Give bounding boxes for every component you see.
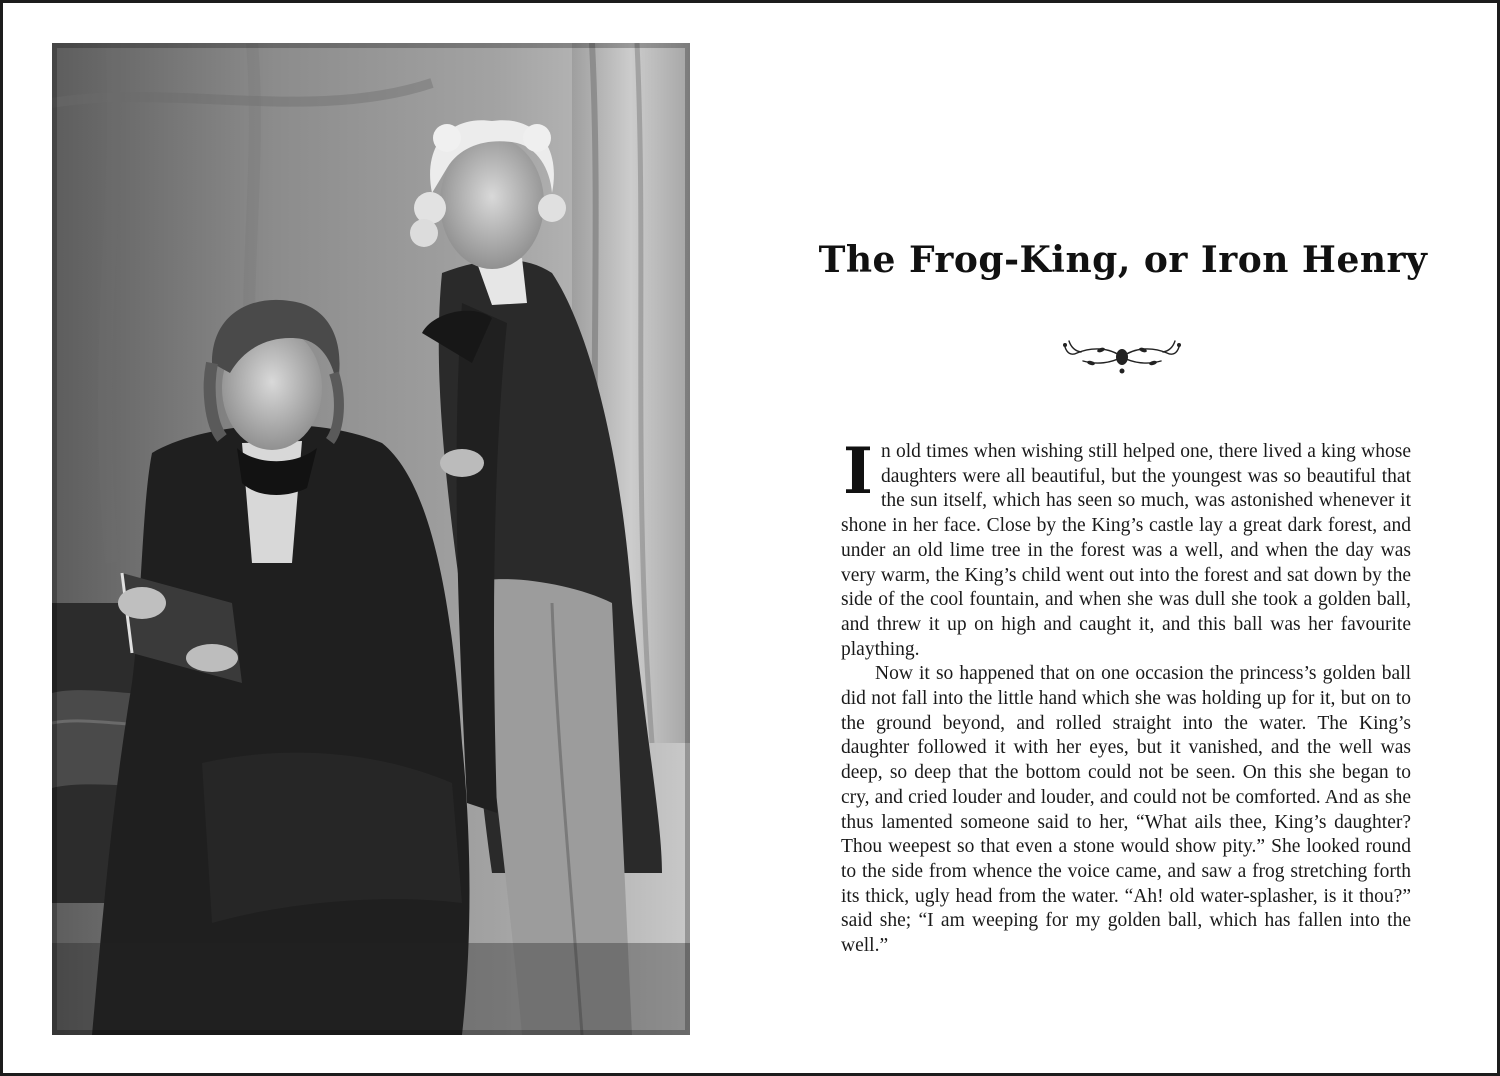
paragraph-1-text: n old times when wishing still helped one, there lived a king whose daughters were all beautiful, but the youngest was so beautiful that the sun itself, which has seen so much, was astonished whenever it shone in her face. Close by the King’s castle lay a great dark forest, and under an old lime tree in the forest was a well, and when the day was very warm, the King’s child went out into the forest and sat down by the side of the cool fountain, and when she was dull she took a golden ball, and threw it up on high and caught it, and this ball was her favourite plaything. bbox=[841, 441, 1411, 660]
story-title: The Frog-King, or Iron Henry bbox=[818, 239, 1428, 281]
portrait-photograph bbox=[52, 43, 690, 1035]
floral-flourish-icon bbox=[1061, 333, 1183, 377]
drop-cap: I bbox=[843, 434, 873, 509]
paragraph-2: Now it so happened that on one occasion the princess’s golden ball did not fall into the little hand which she was holding up for it, but on to the ground beyond, and rolled straight into the water. The King’s daughter followed it with her eyes, but it vanished, and the well was deep, so deep that the bottom could not be seen. On this she began to cry, and cried louder and louder, and could not be comforted. And as she thus lamented someone said to her, “What ails thee, King’s daughter? Thou weepest so that even a stone would show pity.” She looked round to the side from whence the voice came, and saw a frog stretching forth its thick, ugly head from the water. “Ah! old water-splasher, is it thou?” said she; “I am weeping for my golden ball, which has fallen into the well.” bbox=[841, 663, 1411, 957]
story-body bbox=[841, 434, 1411, 959]
paragraph-1 bbox=[841, 434, 1411, 662]
